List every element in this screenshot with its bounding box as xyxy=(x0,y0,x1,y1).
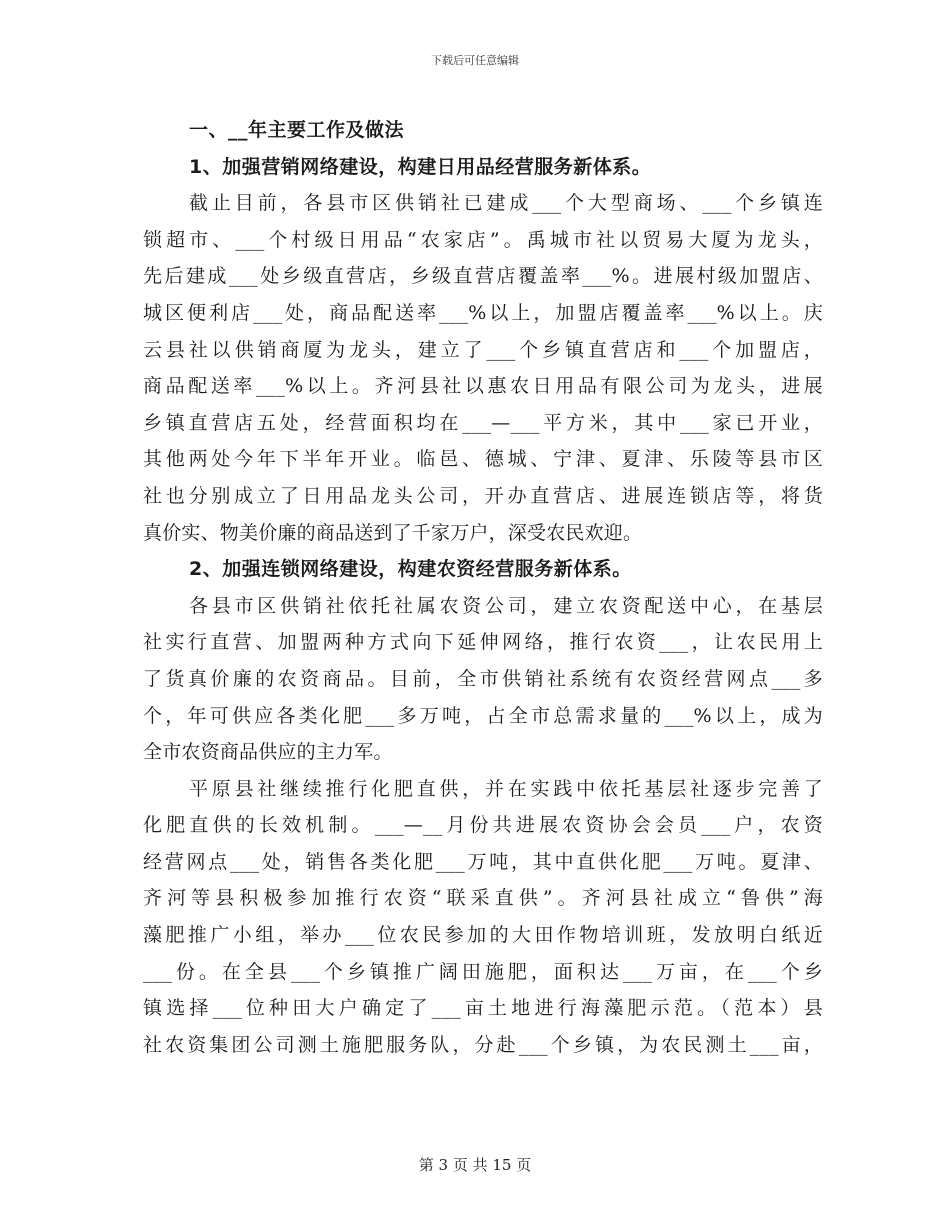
page-header-note: 下载后可任意编辑 xyxy=(431,54,519,67)
paragraph-line: 云县社以供销商厦为龙头，建立了___个乡镇直营店和___个加盟店， xyxy=(143,338,823,361)
paragraph-line: 个，年可供应各类化肥___多万吨，占全市总需求量的___%以上，成为 xyxy=(143,704,823,727)
paragraph-line: 其他两处今年下半年开业。临邑、德城、宁津、夏津、乐陵等县市区 xyxy=(143,448,823,471)
paragraph-line: 镇选择___位种田大户确定了___亩土地进行海藻肥示范。（范本）县 xyxy=(143,997,823,1020)
subsection-heading-2: 2、加强连锁网络建设，构建农资经营服务新体系。 xyxy=(189,558,632,581)
paragraph-line: 齐河等县积极参加推行农资“联采直供”。齐河县社成立“鲁供”海 xyxy=(143,887,823,910)
paragraph-line: 经营网点___处，销售各类化肥___万吨，其中直供化肥___万吨。夏津、 xyxy=(143,850,823,873)
paragraph-line: 平原县社继续推行化肥直供，并在实践中依托基层社逐步完善了 xyxy=(189,777,823,800)
paragraph-line: 截止目前，各县市区供销社已建成___个大型商场、___个乡镇连 xyxy=(189,192,823,215)
paragraph-line: 社也分别成立了日用品龙头公司，开办直营店、进展连锁店等，将货 xyxy=(143,484,823,507)
paragraph-line-last: 全市农资商品供应的主力军。 xyxy=(143,741,393,764)
paragraph-line: 先后建成___处乡级直营店，乡级直营店覆盖率___%。进展村级加盟店、 xyxy=(143,265,823,288)
paragraph-line: 藻肥推广小组，举办___位农民参加的大田作物培训班，发放明白纸近 xyxy=(143,924,823,947)
paragraph-line: 乡镇直营店五处，经营面积均在___—___平方米，其中___家已开业， xyxy=(143,411,823,434)
page-number-footer: 第 3 页 共 15 页 xyxy=(418,1156,532,1174)
paragraph-line: 化肥直供的长效机制。___—__月份共进展农资协会会员___户，农资 xyxy=(143,814,823,837)
paragraph-line: 了货真价廉的农资商品。目前，全市供销社系统有农资经营网点___多 xyxy=(143,667,823,690)
paragraph-line: 社实行直营、加盟两种方式向下延伸网络，推行农资___，让农民用上 xyxy=(143,631,823,654)
paragraph-line: 社农资集团公司测土施肥服务队，分赴___个乡镇，为农民测土___亩， xyxy=(143,1033,823,1056)
subsection-heading-1: 1、加强营销网络建设，构建日用品经营服务新体系。 xyxy=(189,155,652,178)
document-body xyxy=(143,112,823,1063)
paragraph-line-last: 真价实、物美价廉的商品送到了千家万户，深受农民欢迎。 xyxy=(143,521,643,544)
paragraph-line: 城区便利店___处，商品配送率___%以上，加盟店覆盖率___%以上。庆 xyxy=(143,301,823,324)
paragraph-line: 锁超市、___个村级日用品“农家店”。禹城市社以贸易大厦为龙头， xyxy=(143,228,823,251)
paragraph-line: ___份。在全县___个乡镇推广阔田施肥，面积达___万亩，在___个乡 xyxy=(143,960,823,983)
section-heading: 一、__年主要工作及做法 xyxy=(189,119,405,141)
paragraph-line: 商品配送率___%以上。齐河县社以惠农日用品有限公司为龙头，进展 xyxy=(143,375,823,398)
paragraph-line: 各县市区供销社依托社属农资公司，建立农资配送中心，在基层 xyxy=(189,594,823,617)
